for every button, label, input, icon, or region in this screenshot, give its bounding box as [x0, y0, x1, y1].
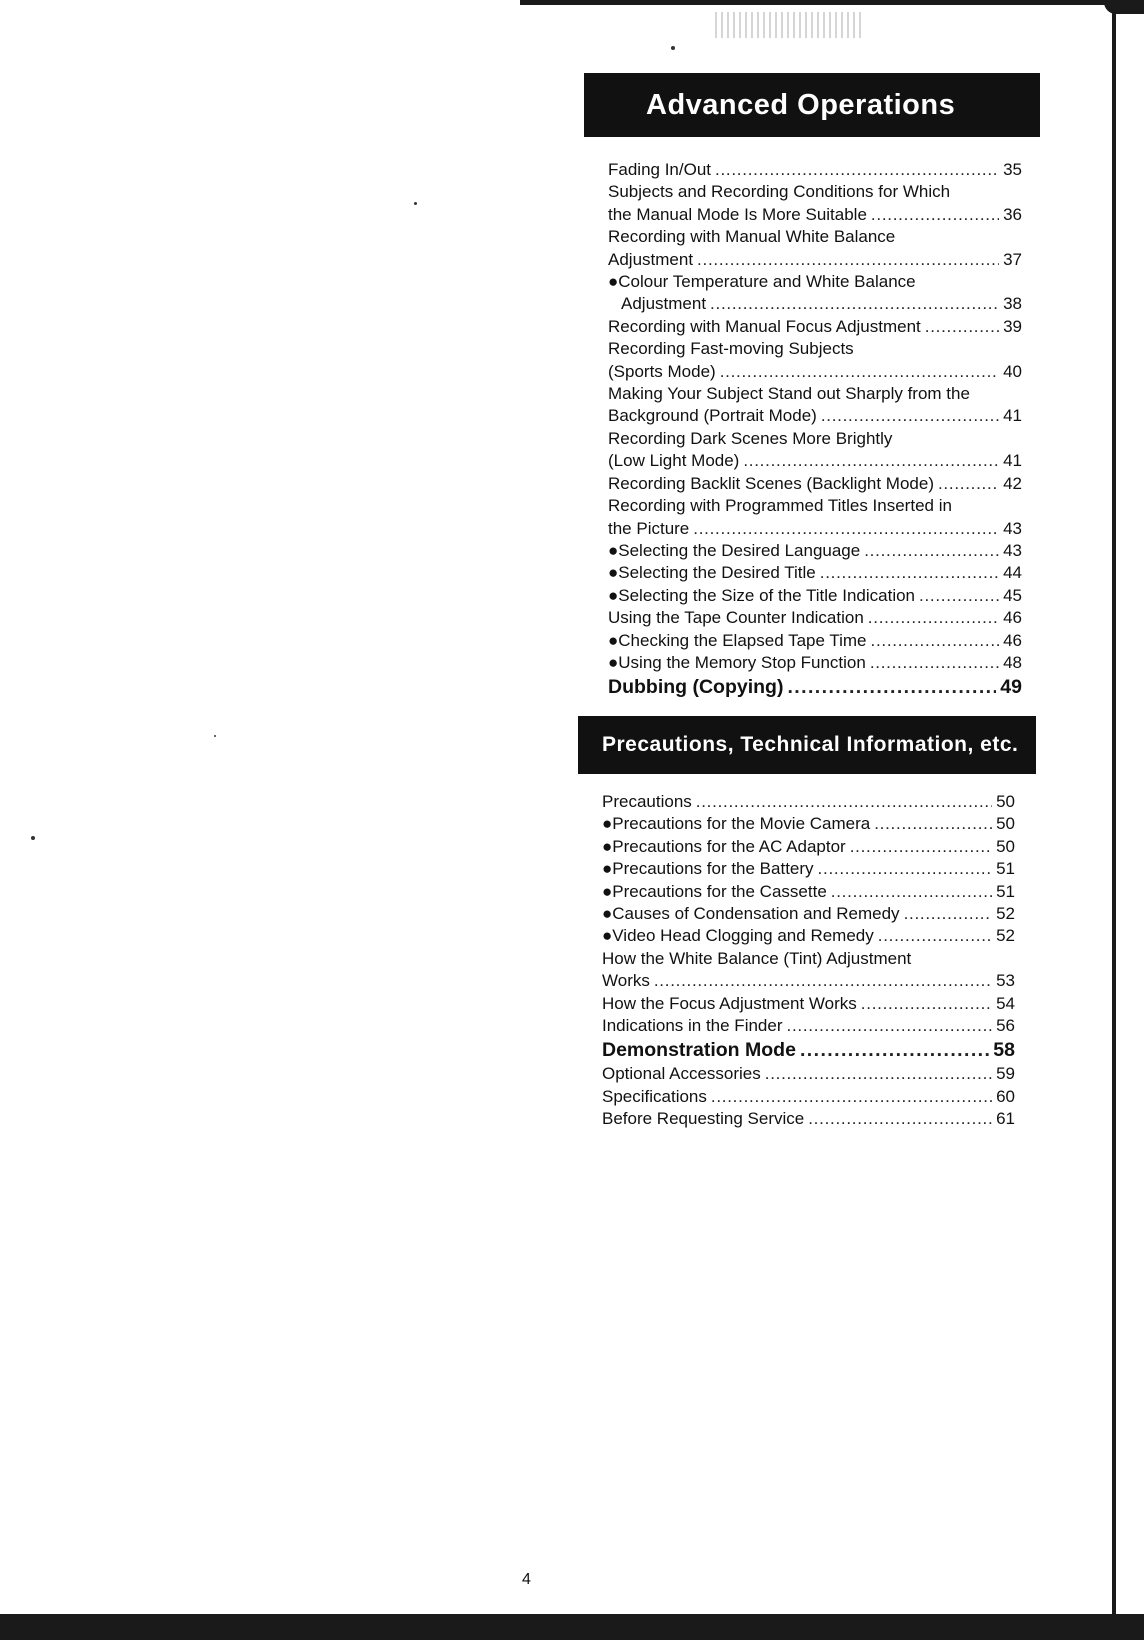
toc-entry-text: Optional Accessories [602, 1064, 761, 1084]
toc-entry-line [602, 1015, 1015, 1037]
dot-leader [861, 993, 992, 1015]
toc-entry-line [602, 948, 1015, 970]
toc-entry-line [608, 181, 1022, 203]
toc-entry-page: 46 [1003, 608, 1022, 628]
toc-entry [608, 181, 1022, 226]
toc-entry-line [608, 204, 1022, 226]
toc-entry-page: 53 [996, 971, 1015, 991]
dot-leader [711, 1086, 992, 1108]
toc-entry-text: Recording Fast-moving Subjects [608, 339, 854, 359]
toc-entry-text: the Manual Mode Is More Suitable [608, 204, 867, 224]
toc-entry [602, 1063, 1015, 1085]
toc-entry [608, 652, 1022, 674]
dot-leader [904, 903, 993, 925]
toc-entry [608, 383, 1022, 428]
section-title: Advanced Operations [646, 88, 956, 121]
toc-entry [602, 1108, 1015, 1130]
toc-entry-line [608, 518, 1022, 540]
toc-entry-line [608, 405, 1022, 427]
toc-entry-line [602, 925, 1015, 947]
toc-entry-line [608, 630, 1022, 652]
toc-entry-text: Subjects and Recording Conditions for Which [608, 182, 951, 202]
toc-entry-text: Fading In/Out [608, 160, 712, 179]
section-header-precautions [578, 716, 1036, 774]
toc-entry-line [602, 903, 1015, 925]
toc-entry [608, 607, 1022, 629]
toc-entry-text: ●Precautions for the Movie Camera [602, 814, 871, 834]
dot-leader [765, 1063, 992, 1085]
dot-leader [820, 562, 999, 584]
toc-entry-page: 37 [1003, 249, 1022, 269]
toc-entry [602, 993, 1015, 1015]
dot-leader [868, 607, 999, 629]
toc-entry-text: (Low Light Mode) [608, 451, 740, 471]
toc-entry-page: 54 [996, 993, 1015, 1013]
toc-entry-page: 60 [996, 1086, 1015, 1106]
toc-entry-page: 43 [1003, 540, 1022, 560]
toc-entry [608, 562, 1022, 584]
toc-entry-page: 44 [1003, 563, 1022, 583]
toc-entry-line [602, 993, 1015, 1015]
toc-entry-page: 50 [996, 836, 1015, 856]
toc-entry-text: ●Causes of Condensation and Remedy [602, 904, 900, 924]
dot-leader [715, 159, 999, 181]
toc-entry [608, 226, 1022, 271]
dot-leader [878, 925, 992, 947]
toc-entry-line [608, 562, 1022, 584]
toc-entry [608, 316, 1022, 338]
toc-entry-line [602, 836, 1015, 858]
toc-entry-line [602, 858, 1015, 880]
toc-entry-line [608, 428, 1022, 450]
scan-border-right [1112, 0, 1116, 1640]
toc-entry-text: Recording Dark Scenes More Brightly [608, 428, 893, 448]
toc-entry-text: ●Precautions for the AC Adaptor [602, 836, 846, 856]
scan-border-top [520, 0, 1110, 5]
toc-entry [608, 630, 1022, 652]
toc-entry-line [608, 293, 1022, 315]
dot-leader [720, 361, 999, 383]
toc-entry-line [608, 674, 1022, 700]
toc-entry [602, 1015, 1015, 1037]
dot-leader [850, 836, 992, 858]
toc-entry [608, 428, 1022, 473]
toc-entry-text: Recording with Manual White Balance [608, 227, 896, 247]
toc-entry-page: 36 [1003, 204, 1022, 224]
toc-list-advanced [608, 159, 1022, 700]
dot-leader [693, 518, 999, 540]
toc-entry-text: How the White Balance (Tint) Adjustment [602, 948, 912, 968]
toc-entry-line [608, 249, 1022, 271]
toc-entry-line [608, 473, 1022, 495]
dot-leader [696, 791, 992, 813]
toc-entry-line [602, 881, 1015, 903]
section-title: Precautions, Technical Information, etc. [602, 733, 1019, 756]
dot-leader [871, 630, 1000, 652]
toc-entry-text: Recording Backlit Scenes (Backlight Mode) [608, 473, 934, 493]
toc-entry-text: ●Colour Temperature and White Balance [608, 272, 916, 292]
toc-entry-text: ●Precautions for the Battery [602, 859, 814, 879]
toc-entry [608, 271, 1022, 316]
toc-entry-page: 51 [996, 859, 1015, 879]
dot-leader [821, 405, 999, 427]
toc-entry-text: ●Selecting the Desired Language [608, 540, 861, 560]
toc-entry [608, 674, 1022, 700]
toc-entry [602, 903, 1015, 925]
toc-entry-line [608, 361, 1022, 383]
toc-entry-text: Works [602, 971, 650, 991]
toc-entry-page: 52 [996, 904, 1015, 924]
toc-entry [602, 813, 1015, 835]
toc-entry [608, 159, 1022, 181]
toc-entry-line [602, 1037, 1015, 1063]
scan-speck [214, 735, 216, 737]
toc-entry-text: ●Video Head Clogging and Remedy [602, 926, 874, 946]
toc-entry-page: 41 [1003, 406, 1022, 426]
scan-speck [31, 836, 35, 840]
scan-border-bottom [0, 1614, 1144, 1640]
toc-entry-page: 43 [1003, 518, 1022, 538]
toc-entry-text: Precautions [602, 792, 692, 811]
toc-entry-page: 61 [996, 1109, 1015, 1129]
toc-entry-text: Dubbing (Copying) [608, 676, 784, 699]
toc-entry-page: 42 [1003, 473, 1022, 493]
toc-entry-line [608, 338, 1022, 360]
toc-entry-page: 58 [993, 1039, 1015, 1062]
toc-entry-text: (Sports Mode) [608, 361, 716, 381]
toc-entry-text: Demonstration Mode [602, 1039, 796, 1062]
toc-entry-text: Background (Portrait Mode) [608, 406, 817, 426]
toc-entry-page: 38 [1003, 294, 1022, 314]
toc-entry [602, 925, 1015, 947]
toc-entry-line [608, 383, 1022, 405]
toc-entry-text: Adjustment [621, 294, 707, 314]
dot-leader [818, 858, 993, 880]
dot-leader [787, 674, 996, 700]
toc-entry [602, 948, 1015, 993]
toc-entry-text: Indications in the Finder [602, 1016, 783, 1036]
dot-leader [925, 316, 999, 338]
toc-entry-page: 59 [996, 1064, 1015, 1084]
toc-entry [602, 858, 1015, 880]
toc-entry-text: Recording with Programmed Titles Inserted in [608, 496, 952, 516]
toc-list-precautions [602, 791, 1015, 1131]
toc-entry-line [602, 791, 1015, 813]
toc-entry-text: Recording with Manual Focus Adjustment [608, 316, 921, 336]
toc-entry-text: Adjustment [608, 249, 694, 269]
toc-entry-line [608, 450, 1022, 472]
toc-entry-page: 45 [1003, 585, 1022, 605]
dot-leader [697, 249, 999, 271]
scan-border-corner [1104, 0, 1144, 14]
toc-entry-text: How the Focus Adjustment Works [602, 993, 857, 1013]
toc-entry-line [608, 226, 1022, 248]
dot-leader [800, 1037, 989, 1063]
toc-entry-line [608, 652, 1022, 674]
toc-entry-text: ●Precautions for the Cassette [602, 881, 827, 901]
dot-leader [654, 970, 992, 992]
toc-entry-line [608, 495, 1022, 517]
dot-leader [874, 813, 992, 835]
dot-leader [871, 204, 999, 226]
toc-entry-line [602, 1086, 1015, 1108]
toc-entry-page: 39 [1003, 316, 1022, 336]
scan-speck [671, 46, 675, 50]
toc-entry-page: 46 [1003, 630, 1022, 650]
toc-entry-text: Specifications [602, 1086, 707, 1106]
toc-entry [602, 791, 1015, 813]
dot-leader [710, 293, 999, 315]
dot-leader [919, 585, 999, 607]
dot-leader [787, 1015, 993, 1037]
toc-entry [608, 473, 1022, 495]
toc-entry-page: 51 [996, 881, 1015, 901]
toc-entry [608, 338, 1022, 383]
toc-entry [602, 1086, 1015, 1108]
toc-entry [608, 585, 1022, 607]
toc-entry-text: the Picture [608, 518, 690, 538]
toc-entry-line [602, 970, 1015, 992]
toc-entry-line [602, 813, 1015, 835]
toc-entry-line [602, 1063, 1015, 1085]
scan-speck [414, 202, 417, 205]
toc-entry-text: ●Selecting the Size of the Title Indication [608, 585, 916, 605]
page-number: 4 [522, 1571, 531, 1588]
toc-entry-line [608, 540, 1022, 562]
dot-leader [831, 881, 992, 903]
toc-entry-page: 35 [1003, 160, 1022, 179]
toc-entry [608, 495, 1022, 540]
toc-entry-page: 48 [1003, 652, 1022, 672]
dot-leader [870, 652, 999, 674]
dot-leader [743, 450, 999, 472]
toc-entry [602, 836, 1015, 858]
toc-entry-page: 49 [1000, 676, 1022, 699]
toc-entry-line [608, 159, 1022, 181]
toc-entry-page: 41 [1003, 451, 1022, 471]
toc-entry-page: 50 [996, 792, 1015, 811]
toc-entry-page: 40 [1003, 361, 1022, 381]
toc-entry-page: 52 [996, 926, 1015, 946]
toc-entry-page: 56 [996, 1016, 1015, 1036]
toc-entry-text: Using the Tape Counter Indication [608, 608, 864, 628]
toc-entry-line [602, 1108, 1015, 1130]
toc-entry-page: 50 [996, 814, 1015, 834]
toc-entry-text: ●Selecting the Desired Title [608, 563, 816, 583]
toc-entry-line [608, 607, 1022, 629]
toc-entry-line [608, 316, 1022, 338]
dot-leader [808, 1108, 992, 1130]
toc-entry-text: Before Requesting Service [602, 1109, 805, 1129]
dot-leader [938, 473, 999, 495]
toc-entry-text: Making Your Subject Stand out Sharply from the [608, 384, 970, 404]
toc-entry [602, 881, 1015, 903]
scan-noise [715, 12, 865, 38]
toc-entry-text: ●Using the Memory Stop Function [608, 652, 866, 672]
toc-entry-line [608, 585, 1022, 607]
toc-entry [608, 540, 1022, 562]
toc-entry-line [608, 271, 1022, 293]
toc-entry-text: ●Checking the Elapsed Tape Time [608, 630, 867, 650]
section-header-advanced-operations [584, 73, 1040, 137]
toc-entry [602, 1037, 1015, 1063]
dot-leader [864, 540, 999, 562]
